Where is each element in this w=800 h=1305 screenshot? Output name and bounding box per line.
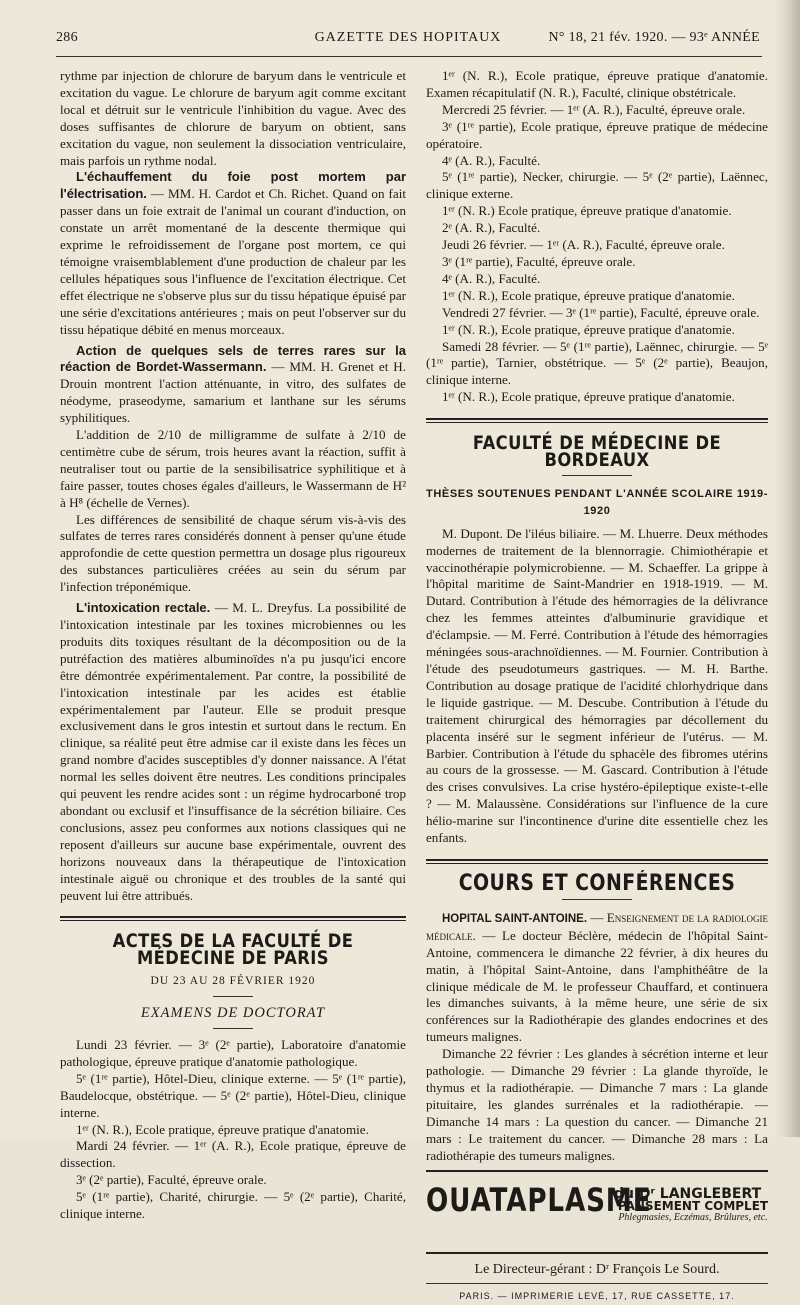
exam-entry: 5ᵉ (1ʳᵉ partie), Necker, chirurgie. — 5ᵉ (2ᵉ partie), Laënnec, clinique externe. xyxy=(426,169,768,202)
journal-title: GAZETTE DES HOPITAUX xyxy=(314,30,502,45)
paragraph: rythme par injection de chlorure de baryum dans le ventricule et excitation du vague. Le chlorure de baryum agit comme excitant local et détruit sur le ventricule l'inhibition du vague. Avec des doses suffisantes de chlorure de baryum on obtient, sans excitation du vague, non seulement la dissociation ventriculaire, mais parfois un rythme nodal. xyxy=(60,68,406,168)
exam-entry: 3ᵉ (2ᵉ partie), Faculté, épreuve orale. xyxy=(76,1172,267,1188)
ad-bottom-rule xyxy=(426,1252,768,1254)
section-title-cours: COURS ET CONFÉRENCES xyxy=(458,870,736,896)
running-header xyxy=(56,30,760,52)
theses-list: M. Dupont. De l'iléus biliaire. — M. Lhuerre. Deux méthodes modernes de traitement de la blennorragie. Chimiothérapie et vaccinothérapie polymicrobienne. — M. Schaeffer. La grippe à l'hôpital maritime de Saint-Mandrier en 1918-1919. — M. Dutard. Contribution à l'étude des hémorragies de la délivrance chez les femmes atteintes d'albuminurie gravidique et d'éclampsie. — M. Ferré. Contribution à l'étude des hémorragies méningées sous-arachnoïdiennes. — M. Fournier. Contribution à l'étude des pseudotumeurs gastriques. — M. H. Barthe. Contribution au dosage pratique de l'acidité chlorhydrique dans le liquide gastrique. — M. Descube. Contribution à l'étude du traitement chirurgical des hémorragies par décollement du placenta inséré sur le segment inférieur de l'utérus. — M. Barbier. Contribution à l'étude du sphacèle des fibromes utérins au cours de la grossesse. — M. Gascard. Contribution à l'étude des crises convulsives. La crise hystéro-épileptique existe-t-elle ? — M. Malaussène. Considérations sur l'influence de la cure hélio-marine sur l'incontinence d'urine dite essentielle chez les enfants. xyxy=(426,525,768,846)
exam-entry: 3ᵉ (1ʳᵉ partie), Faculté, épreuve orale. xyxy=(442,253,636,269)
paragraph: Les différences de sensibilité de chaque sérum vis-à-vis des sulfates de terres rares considérés donnent à penser qu'une étude approfondie de cette question permettra un dosage plus rigoureux des substances particulières créées au sein du sérum par l'infection tréponémique. xyxy=(60,511,406,595)
section-title-bordeaux: FACULTÉ DE MÉDECINE DE BORDEAUX xyxy=(472,432,722,472)
short-rule xyxy=(213,1028,253,1029)
right-column xyxy=(426,68,768,1305)
exam-entry: 1ᵉʳ (N. R.), Ecole pratique, épreuve pratique d'anatomie. xyxy=(76,1121,369,1137)
announcement-body: — Le docteur Béclère, médecin de l'hôpital Saint-Antoine, commencera le dimanche 22 février, à dix heures du matin, à l'hôpital Saint-Antoine, dans l'amphithéâtre de la clinique médicale de M. le professeur Chauffard, et continuera les dimanches suivants, à la même heure, une série de six conférences sur la Radiothérapie des glandes endocrines et des tumeurs malignes. xyxy=(426,927,768,1045)
exam-entry: Mercredi 25 février. — 1ᵉʳ (A. R.), Faculté, épreuve orale. xyxy=(442,101,746,117)
article-body: — MM. H. Cardot et Ch. Richet. Quand on fait passer dans un foie extrait de l'animal un courant d'induction, on constate un arrêt momentané de la descente thermique qui exprime le refroidissement de l'organe post mortem, ce qui témoigne vraisemblablement d'une production de chaleur par les cellules hépatiques sous l'influence de l'excitation électrique. Cet effet électrique ne s'observe plus sur du tissu hépatique épuisé par une série d'excitations antérieures ; mais on peut l'observer sur du tissu hépatique débité en menus morceaux. xyxy=(60,186,406,337)
article-terres-rares xyxy=(60,343,406,428)
short-rule xyxy=(213,996,253,997)
exam-entry: 5ᵉ (1ʳᵉ partie), Charité, chirurgie. — 5ᵉ (2ᵉ partie), Charité, clinique interne. xyxy=(60,1189,406,1222)
exam-entry: 5ᵉ (1ʳᵉ partie), Hôtel-Dieu, clinique externe. — 5ᵉ (1ʳᵉ partie), Baudelocque, obstétrique. — 5ᵉ (2ᵉ partie), Hôtel-Dieu, clinique interne. xyxy=(60,1070,406,1120)
exam-heading: EXAMENS DE DOCTORAT xyxy=(140,1005,326,1022)
paragraph: L'addition de 2/10 de milligramme de sulfate à 2/10 de centimètre cube de sérum, trois heures avant la réaction, suffit à neutraliser tout ou partie de la sensibilisatrice syphilitique et à faire passer, toutes choses égales d'ailleurs, le Wassermann de H² à H⁸ (échelle de Vernes). xyxy=(60,427,406,510)
section-double-rule xyxy=(426,859,768,864)
article-heading: Action de quelques sels de terres rares sur la réaction de Bordet-Wassermann. xyxy=(60,342,406,375)
printer-imprint: PARIS. — IMPRIMERIE LEVÉ, 17, RUE CASSETTE, 17. xyxy=(426,1283,768,1305)
director-signature: Le Directeur-gérant : Dʳ François Le Sourd. xyxy=(474,1262,720,1278)
ad-brand: OUATAPLASME xyxy=(426,1181,652,1220)
advertisement xyxy=(426,1181,769,1246)
exam-entry: 1ᵉʳ (N. R.), Ecole pratique, épreuve pratique d'anatomie. xyxy=(442,287,735,303)
exam-entry: Mardi 24 février. — 1ᵉʳ (A. R.), Ecole pratique, épreuve de dissection. xyxy=(60,1138,406,1171)
article-intoxication xyxy=(60,600,406,904)
cours-schedule: Dimanche 22 février : Les glandes à sécrétion interne et leur pathologie. — Dimanche 29 février : La glande thyroïde, le thymus et la radiothérapie. — Dimanche 7 mars : La glande pituitaire, les glandes surrénales et la radiothérapie. — Dimanche 14 mars : La question du cancer. — Dimanche 21 mars : Le traitement du cancer. — Dimanche 28 mars : La radiothérapie des tumeurs malignes. xyxy=(426,1046,768,1163)
announcement-lead: HOPITAL SAINT-ANTOINE. xyxy=(442,912,588,925)
ad-details xyxy=(614,1188,772,1224)
exam-entry: Vendredi 27 février. — 3ᵉ (1ʳᵉ partie), Faculté, épreuve orale. xyxy=(442,304,760,320)
theses-heading: THÈSES SOUTENUES PENDANT L'ANNÉE SCOLAIRE 1919-1920 xyxy=(426,487,768,517)
short-rule xyxy=(562,899,632,900)
ad-product: PANSEMENT COMPLET xyxy=(617,1199,769,1214)
ad-top-rule xyxy=(426,1170,768,1172)
ad-indications: Phlegmasies, Eczémas, Brûlures, etc. xyxy=(618,1212,768,1224)
header-rule xyxy=(56,56,762,57)
article-heading: L'échauffement du foie post mortem par l'électrisation. xyxy=(60,169,406,202)
exam-entry: 4ᵉ (A. R.), Faculté. xyxy=(442,152,541,168)
section-double-rule xyxy=(60,916,406,921)
exam-entry: 1ᵉʳ (N. R.), Ecole pratique, épreuve pratique d'anatomie. xyxy=(442,321,735,337)
page-binding-shadow xyxy=(774,0,800,1137)
ad-maker: du Dʳ LANGLEBERT xyxy=(614,1186,762,1203)
article-body: — M. L. Dreyfus. La possibilité de l'intoxication intestinale par les toxines microbiennes ou les produits dits toxiques résultant de la décomposition ou de la putréfaction des matières albuminoïdes n'a pu jusqu'ici encore être démontrée expérimentalement. Par contre, la possibilité de l'intoxication intestinale par les acides est établie expérimentalement par l'auteur. Elle se produit presque exclusivement dans le gros intestin et surtout dans le rectum. En clinique, sa réalité peut être admise car il existe dans les fèces un grand nombre d'acides susceptibles d'y donner naissance. A l'état normal les selles doivent être neutres. Les conditions principales qui peuvent les rendre acides sont : un régime hydrocarboné trop abondant ou exclusif et l'insuffisance de la sécrétion biliaire. Ces conclusions, assez peu conformes aux notions classiques qui ne reposent d'ailleurs sur aucune base expérimentale, ouvrent des horizons nouveaux dans la thérapeutique de l'intoxication intestinale aiguë ou chronique et des troubles de la santé qui peuvent lui être attribués. xyxy=(60,600,407,903)
exam-entry: Jeudi 26 février. — 1ᵉʳ (A. R.), Faculté, épreuve orale. xyxy=(442,237,725,253)
section-double-rule xyxy=(426,418,768,423)
issue-info: N° 18, 21 fév. 1920. — 93ᵉ ANNÉE xyxy=(548,30,760,45)
exam-entry: 1ᵉʳ (N. R.) Ecole pratique, épreuve pratique d'anatomie. xyxy=(442,203,732,219)
article-body: — MM. H. Grenet et H. Drouin montrent l'action atténuante, in vitro, des sulfates de néodyme, praseodyme, samarium et lanthane sur les sérums syphilitiques. xyxy=(60,359,406,426)
section-title-actes: ACTES DE LA FACULTÉ DE MÉDECINE DE PARIS xyxy=(112,930,354,970)
exam-entry: 1ᵉʳ (N. R.), Ecole pratique, épreuve pratique d'anatomie. Examen récapitulatif (N. R.), Faculté, clinique obstétricale. xyxy=(426,68,768,100)
exam-entry: 4ᵉ (A. R.), Faculté. xyxy=(442,270,541,286)
page-number: 286 xyxy=(56,30,78,45)
article-echauffement xyxy=(60,169,406,338)
cours-announcement xyxy=(426,910,768,1046)
exam-entry: 2ᵉ (A. R.), Faculté. xyxy=(442,220,541,236)
article-heading: L'intoxication rectale. xyxy=(76,600,211,616)
exam-entry: Samedi 28 février. — 5ᵉ (1ʳᵉ partie), Laënnec, chirurgie. — 5ᵉ (1ʳᵉ partie), Tarnier, obstétrique. — 5ᵉ (2ᵉ partie), Beaujon, clinique interne. xyxy=(426,338,768,388)
announcement-sub: — Enseignement de la radiologie médicale. xyxy=(426,909,768,943)
exam-entry: Lundi 23 février. — 3ᵉ (2ᵉ partie), Laboratoire d'anatomie pathologique, épreuve pratique d'anatomie pathologique. xyxy=(60,1037,406,1069)
exam-entry: 3ᵉ (1ʳᵉ partie), Ecole pratique, épreuve pratique de médecine opératoire. xyxy=(426,118,768,151)
exam-entry: 1ᵉʳ (N. R.), Ecole pratique, épreuve pratique d'anatomie. xyxy=(442,389,735,405)
left-column xyxy=(60,68,406,1223)
section-dates: DU 23 AU 28 FÉVRIER 1920 xyxy=(150,975,316,988)
short-rule xyxy=(562,475,632,476)
